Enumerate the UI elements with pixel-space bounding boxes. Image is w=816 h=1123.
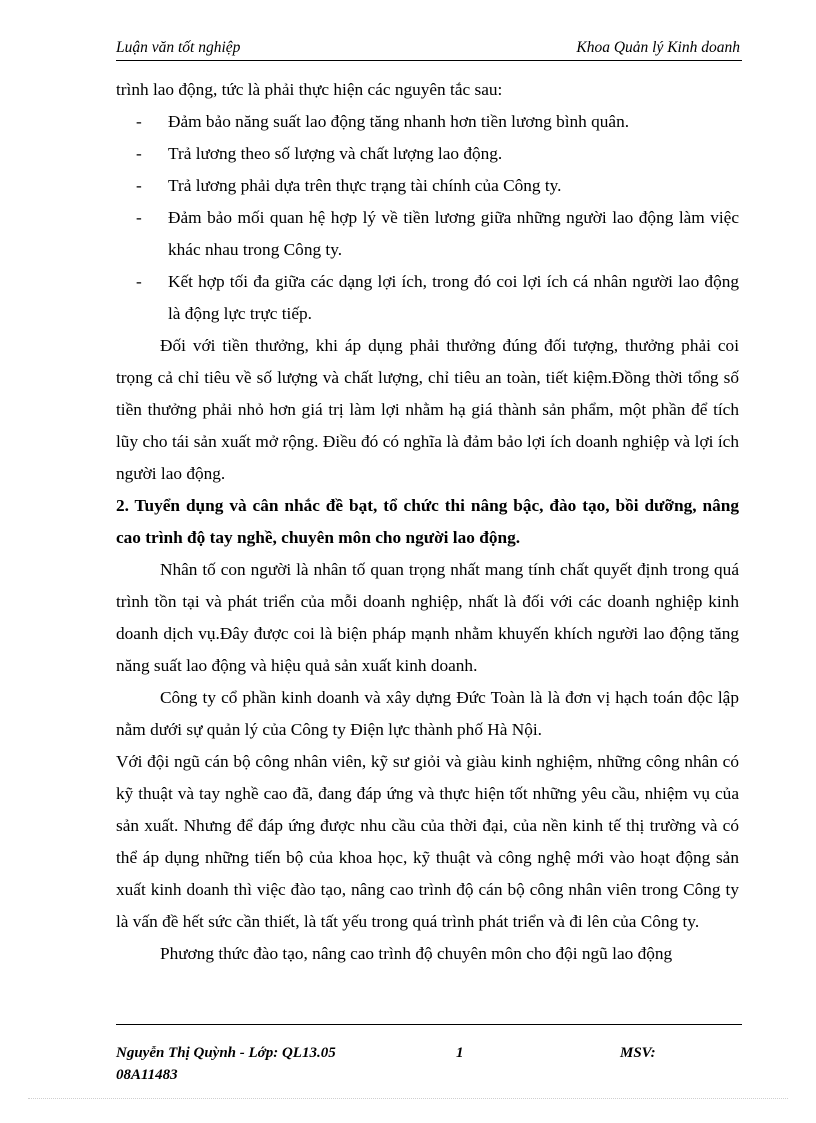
paragraph-company: Công ty cổ phần kinh doanh và xây dựng Đức Toàn là là đơn vị hạch toán độc lập nằm dưới sự quản lý của Công ty Điện lực thành phố Hà Nội. [116,688,739,739]
bullet-dash: - [136,144,142,163]
bullet-text-3: Trả lương phải dựa trên thực trạng tài chính của Công ty. [168,176,562,195]
bullet-item-1 [116,106,739,138]
bullet-item-3 [116,170,739,202]
footer-author: Nguyễn Thị Quỳnh - Lớp: QL13.05 [116,1045,336,1061]
bullet-item-5 [116,266,739,330]
intro-line: trình lao động, tức là phải thực hiện các nguyên tắc sau: [116,80,503,99]
paragraph-human-factor: Nhân tố con người là nhân tố quan trọng nhất mang tính chất quyết định trong quá trình tồn tại và phát triển của mỗi doanh nghiệp, nhất là đối với các doanh nghiệp kinh doanh dịch vụ.Đây được coi là biện pháp mạnh nhằm khuyến khích người lao động tăng năng suất lao động và hiệu quả sản xuất kinh doanh. [116,560,739,675]
paragraph-workforce: Với đội ngũ cán bộ công nhân viên, kỹ sư giỏi và giàu kinh nghiệm, những công nhân có kỹ thuật và tay nghề cao đã, đang đáp ứng và thực hiện tốt những yêu cầu, nhiệm vụ của sản xuất. Nhưng để đáp ứng được nhu cầu của thời đại, của nền kinh tế thị trường và có thể áp dụng những tiến bộ của khoa học, kỹ thuật và công nghệ mới vào hoạt động sản xuất kinh doanh thì việc đào tạo, nâng cao trình độ cán bộ công nhân viên trong Công ty là vấn đề hết sức cần thiết, là tất yếu trong quá trình phát triển và đi lên của Công ty. [116,752,739,931]
bullet-text-4: Đảm bảo mối quan hệ hợp lý về tiền lương giữa những người lao động làm việc khác nhau trong Công ty. [168,208,739,259]
page-bottom-dotted-line [28,1098,788,1099]
bullet-dash: - [136,208,142,227]
bullet-item-4 [116,202,739,266]
bullet-dash: - [136,112,142,131]
bullet-text-2: Trả lương theo số lượng và chất lượng lao động. [168,144,503,163]
paragraph-bonus: Đối với tiền thưởng, khi áp dụng phải thưởng đúng đối tượng, thưởng phải coi trọng cả chỉ tiêu về số lượng và chất lượng, chỉ tiêu an toàn, tiết kiệm.Đồng thời tổng số tiền thưởng phải nhỏ hơn giá trị làm lợi nhằm hạ giá thành sản phẩm, một phần để tích lũy cho tái sản xuất mở rộng. Điều đó có nghĩa là đảm bảo lợi ích doanh nghiệp và lợi ích người lao động. [116,336,739,483]
header-faculty: Khoa Quản lý Kinh doanh [576,39,740,56]
paragraph-training: Phương thức đào tạo, nâng cao trình độ chuyên môn cho đội ngũ lao động [160,944,673,963]
bullet-text-1: Đảm bảo năng suất lao động tăng nhanh hơn tiền lương bình quân. [168,112,630,131]
page-body [116,74,739,970]
section-heading: 2. Tuyển dụng và cân nhắc đề bạt, tổ chức thi nâng bậc, đào tạo, bồi dưỡng, nâng cao trình độ tay nghề, chuyên môn cho người lao động. [116,496,739,547]
header-thesis-title: Luận văn tốt nghiệp [116,39,241,56]
page-number: 1 [456,1045,464,1061]
page-header [116,38,742,61]
bullet-item-2 [116,138,739,170]
footer-divider [116,1024,742,1025]
footer-student-id: 08A11483 [116,1067,178,1083]
bullet-dash: - [136,176,142,195]
bullet-text-5: Kết hợp tối đa giữa các dạng lợi ích, trong đó coi lợi ích cá nhân người lao động là động lực trực tiếp. [168,272,739,323]
bullet-dash: - [136,272,142,291]
footer-msv-label: MSV: [620,1045,656,1061]
